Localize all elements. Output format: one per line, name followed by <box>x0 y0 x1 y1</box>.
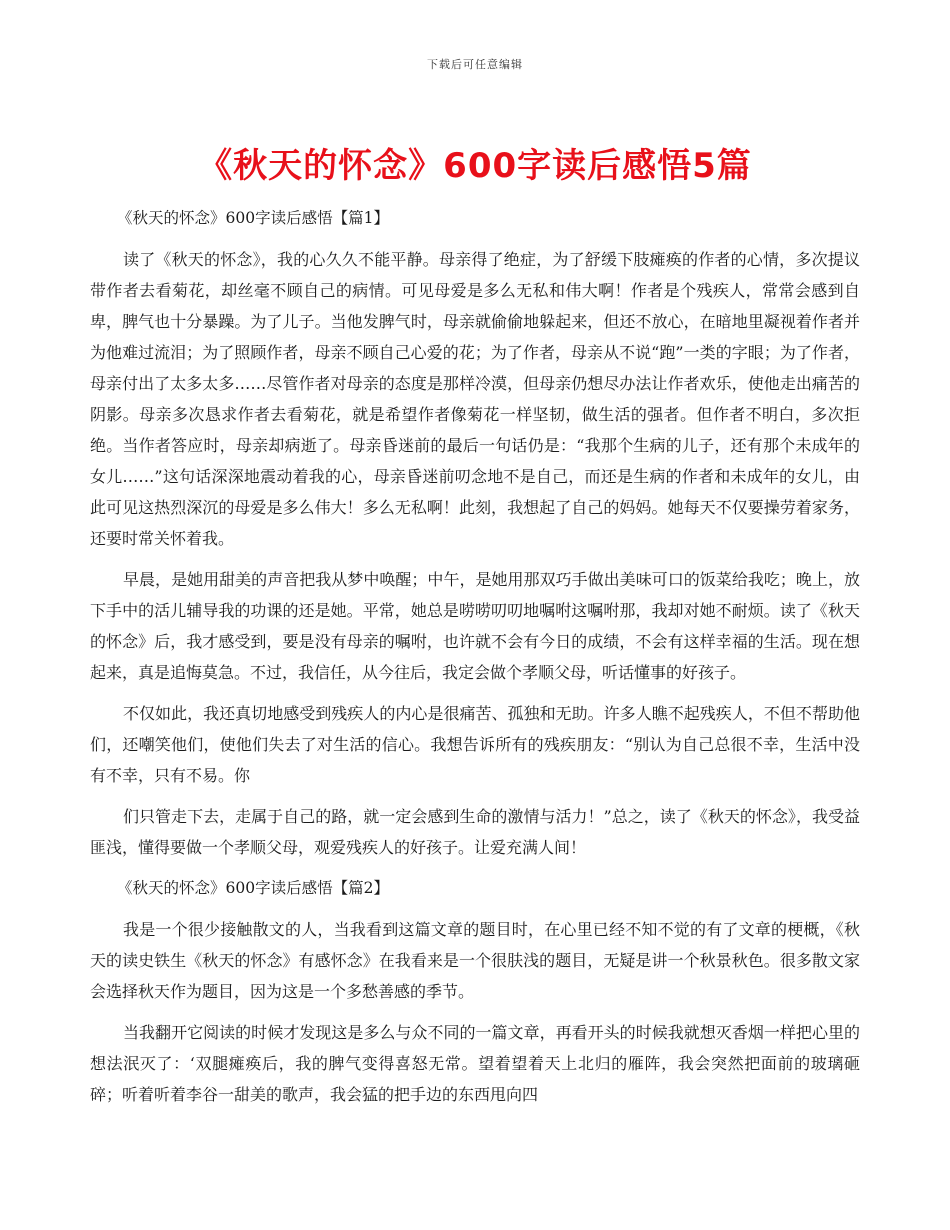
document-body <box>90 203 860 1120</box>
section-heading: 《秋天的怀念》600字读后感悟【篇2】 <box>117 879 389 897</box>
body-paragraph: 早晨，是她用甜美的声音把我从梦中唤醒；中午，是她用那双巧手做出美味可口的饭菜给我吃；晚上，放下手中的活儿辅导我的功课的还是她。平常，她总是唠唠叨叨地嘱咐这嘱咐那，我却对她不耐烦。读了《秋天的怀念》后，我才感受到，要是没有母亲的嘱咐，也许就不会有今日的成绩，不会有这样幸福的生活。现在想起来，真是追悔莫急。不过，我信任，从今往后，我定会做个孝顺父母，听话懂事的好孩子。 <box>90 570 860 682</box>
body-paragraph: 们只管走下去，走属于自己的路，就一定会感到生命的激情与活力！”总之，读了《秋天的怀念》，我受益匪浅，懂得要做一个孝顺父母，观爱残疾人的好孩子。让爱充满人间！ <box>90 807 860 857</box>
section-heading: 《秋天的怀念》600字读后感悟【篇1】 <box>117 209 389 227</box>
body-paragraph: 读了《秋天的怀念》，我的心久久不能平静。母亲得了绝症，为了舒缓下肢瘫痪的作者的心情，多次提议带作者去看菊花，却丝毫不顾自己的病情。可见母爱是多么无私和伟大啊！作者是个残疾人，常常会感到自卑，脾气也十分暴躁。为了儿子。当他发脾气时，母亲就偷偷地躲起来，但还不放心，在暗地里凝视着作者并为他难过流泪；为了照顾作者，母亲不顾自己心爱的花；为了作者，母亲从不说“跑”一类的字眼；为了作者，母亲付出了太多太多……尽管作者对母亲的态度是那样冷漠，但母亲仍想尽办法让作者欢乐，使他走出痛苦的阴影。母亲多次恳求作者去看菊花，就是希望作者像菊花一样坚韧，做生活的强者。但作者不明白，多次拒绝。当作者答应时，母亲却病逝了。母亲昏迷前的最后一句话仍是：“我那个生病的儿子，还有那个未成年的女儿……”这句话深深地震动着我的心，母亲昏迷前叨念地不是自己，而还是生病的作者和未成年的女儿，由此可见这热烈深沉的母爱是多么伟大！多么无私啊！此刻，我想起了自己的妈妈。她每天不仅要操劳着家务，还要时常关怀着我。 <box>90 250 860 548</box>
section-2 <box>90 873 860 1110</box>
document-title: 《秋天的怀念》600字读后感悟5篇 <box>198 146 752 186</box>
section-1 <box>90 203 860 863</box>
page-header-note: 下载后可任意编辑 <box>427 58 523 71</box>
body-paragraph: 当我翻开它阅读的时候才发现这是多么与众不同的一篇文章，再看开头的时候我就想灭香烟一样把心里的想法泯灭了：‘双腿瘫痪后，我的脾气变得喜怒无常。望着望着天上北归的雁阵，我会突然把面前的玻璃砸碎；听着听着李谷一甜美的歌声，我会猛的把手边的东西甩向四 <box>90 1023 860 1104</box>
body-paragraph: 我是一个很少接触散文的人，当我看到这篇文章的题目时，在心里已经不知不觉的有了文章的梗概，《秋天的读史铁生《秋天的怀念》有感怀念》在我看来是一个很肤浅的题目，无疑是讲一个秋景秋色。很多散文家会选择秋天作为题目，因为这是一个多愁善感的季节。 <box>90 920 860 1001</box>
body-paragraph: 不仅如此，我还真切地感受到残疾人的内心是很痛苦、孤独和无助。许多人瞧不起残疾人，不但不帮助他们，还嘲笑他们，使他们失去了对生活的信心。我想告诉所有的残疾朋友：“别认为自己总很不幸，生活中没有不幸，只有不易。你 <box>90 704 860 785</box>
